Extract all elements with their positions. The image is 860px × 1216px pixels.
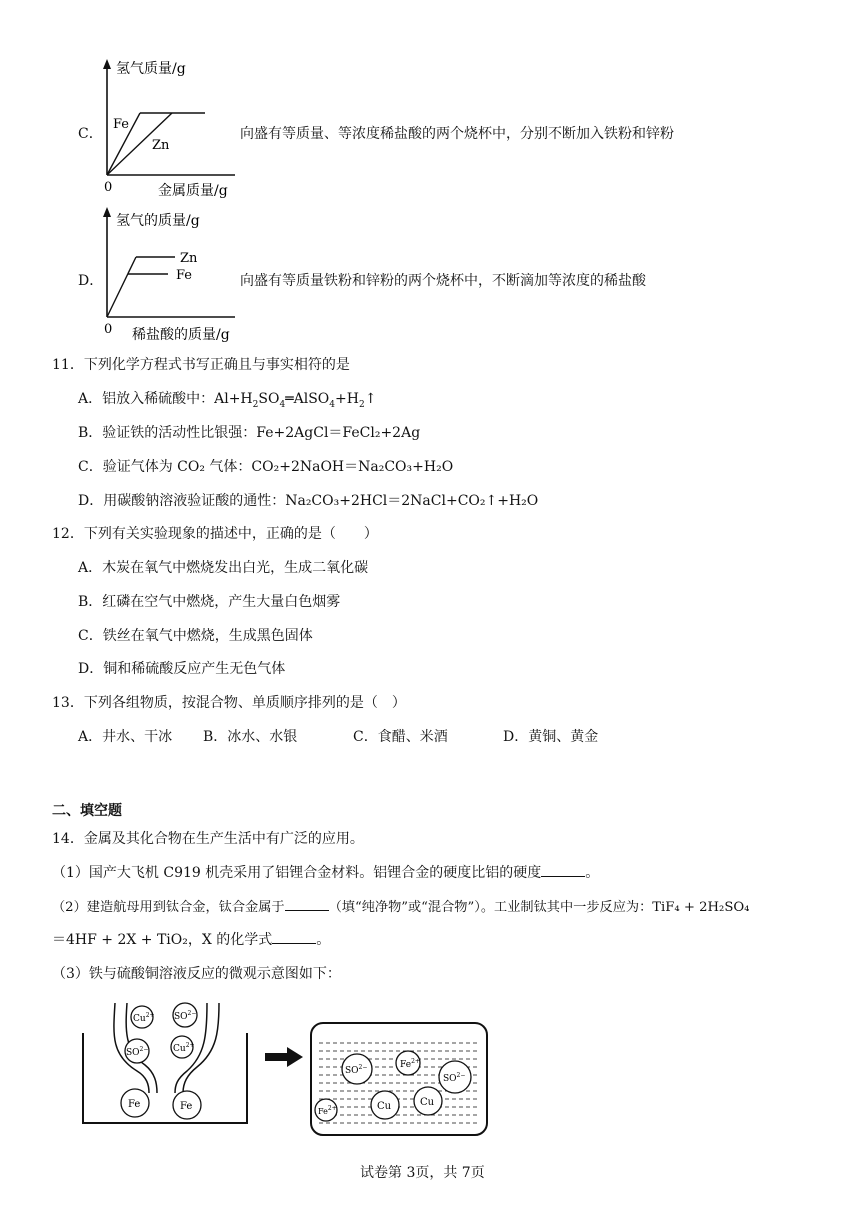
- svg-text:Fe2+: $Fe^{2+}$: [318, 1105, 337, 1116]
- svg-text:SO2−: $SO^{2-}$: [443, 1072, 466, 1084]
- q14-part1: （1）国产大飞机 C919 机壳采用了铝锂合金材料。铝锂合金的硬度比铝的硬度 。: [52, 865, 600, 881]
- option-c-desc: 向盛有等质量、等浓度稀盐酸的两个烧杯中，分别不断加入铁粉和锌粉: [240, 126, 674, 142]
- fe-atom-2: [173, 1091, 201, 1119]
- svg-text:Cu2+: $Cu^{2+}$: [173, 1042, 195, 1054]
- svg-text:SO2−: $SO^{2-}$: [345, 1064, 368, 1076]
- option-d-letter: D．: [78, 273, 104, 289]
- option-c-origin: 0: [104, 180, 113, 195]
- q14-part3: （3）铁与硫酸铜溶液反应的微观示意图如下：: [52, 966, 341, 982]
- q12-stem: 12．下列有关实验现象的描述中，正确的是（ ）: [52, 526, 378, 542]
- svg-text:Cu: Cu: [420, 1097, 435, 1108]
- svg-text:Cu2+: $Cu^{2+}$: [133, 1012, 155, 1024]
- section-title: 二、填空题: [52, 803, 122, 819]
- q13-option-c: C．食醋、米酒: [353, 729, 448, 745]
- option-c-letter: C．: [78, 126, 103, 142]
- fe-atom-1: [121, 1089, 149, 1117]
- so4-ion-3: [342, 1054, 372, 1084]
- answer-blank[interactable]: [541, 863, 585, 877]
- cu-atom-1: [371, 1091, 399, 1119]
- option-d-origin: 0: [104, 322, 113, 337]
- q11-option-a: A．铝放入稀硫酸中：$Al+H_2SO_4═AlSO_4+H_2↑$: [78, 391, 377, 410]
- q13-option-d: D．黄铜、黄金: [503, 729, 599, 745]
- q11-stem: 11．下列化学方程式书写正确且与事实相符的是: [52, 357, 350, 373]
- option-d-desc: 向盛有等质量铁粉和锌粉的两个烧杯中，不断滴加等浓度的稀盐酸: [240, 273, 646, 289]
- q14-part2: （2）建造航母用到钛合金，钛合金属于 （填“纯净物”或“混合物”）。工业制钛其中一步反应为：TiF₄ + 2H₂SO₄: [52, 896, 749, 915]
- q13-option-a: A．井水、干冰: [78, 729, 173, 745]
- option-c-xlabel: 金属质量/g: [158, 183, 228, 199]
- arrow-icon: [265, 1047, 303, 1067]
- q14-part2-cont: ＝4HF + 2X + TiO₂，X 的化学式 。: [52, 932, 331, 948]
- so4-ion-1: [173, 1003, 197, 1027]
- option-c-graph: [90, 55, 250, 200]
- option-d-fe-label: Fe: [176, 268, 193, 283]
- q12-option-b: B．红磷在空气中燃烧，产生大量白色烟雾: [78, 594, 341, 610]
- cu-atom-2: [414, 1087, 442, 1115]
- svg-text:Fe: Fe: [128, 1099, 141, 1110]
- option-c-ylabel: 氢气质量/g: [116, 61, 186, 77]
- q12-option-c: C．铁丝在氧气中燃烧，生成黑色固体: [78, 628, 313, 644]
- svg-text:SO2−: $SO^{2-}$: [126, 1046, 149, 1058]
- q14-stem: 14．金属及其化合物在生产生活中有广泛的应用。: [52, 831, 364, 847]
- svg-text:Fe: Fe: [180, 1101, 193, 1112]
- q13-stem: 13．下列各组物质，按混合物、单质顺序排列的是（ ）: [52, 695, 406, 711]
- reaction-micro-diagram: [75, 995, 495, 1140]
- q11-option-d: D．用碳酸钠溶液验证酸的通性：Na₂CO₃+2HCl＝2NaCl+CO₂↑+H₂O: [78, 493, 539, 509]
- cu-ion-1: [131, 1006, 155, 1028]
- option-d-ylabel: 氢气的质量/g: [116, 213, 200, 229]
- q11-option-b: B．验证铁的活动性比银强：Fe+2AgCl＝FeCl₂+2Ag: [78, 425, 421, 441]
- q12-option-d: D．铜和稀硫酸反应产生无色气体: [78, 661, 286, 677]
- q13-option-b: B．冰水、水银: [203, 729, 298, 745]
- svg-text:Cu: Cu: [377, 1101, 392, 1112]
- option-d-zn-label: Zn: [180, 251, 198, 266]
- cu-ion-2: [171, 1036, 195, 1058]
- svg-text:SO2−: $SO^{2-}$: [174, 1010, 197, 1022]
- option-d-graph: [90, 205, 250, 345]
- svg-text:Fe2+: $Fe^{2+}$: [400, 1058, 420, 1070]
- fe2-ion-1: [396, 1051, 420, 1075]
- answer-blank[interactable]: [285, 897, 329, 911]
- option-d-xlabel: 稀盐酸的质量/g: [132, 327, 230, 343]
- answer-blank[interactable]: [272, 930, 316, 944]
- q11-option-c: C．验证气体为 CO₂ 气体：CO₂+2NaOH＝Na₂CO₃+H₂O: [78, 459, 454, 475]
- q12-option-a: A．木炭在氧气中燃烧发出白光，生成二氧化碳: [78, 560, 369, 576]
- option-c-fe-label: Fe: [113, 117, 130, 132]
- page-footer: 试卷第 3页，共 7页: [360, 1165, 485, 1181]
- so4-ion-2: [125, 1039, 149, 1063]
- fe2-ion-2: [315, 1099, 337, 1121]
- so4-ion-4: [439, 1061, 471, 1093]
- option-c-zn-label: Zn: [152, 138, 170, 153]
